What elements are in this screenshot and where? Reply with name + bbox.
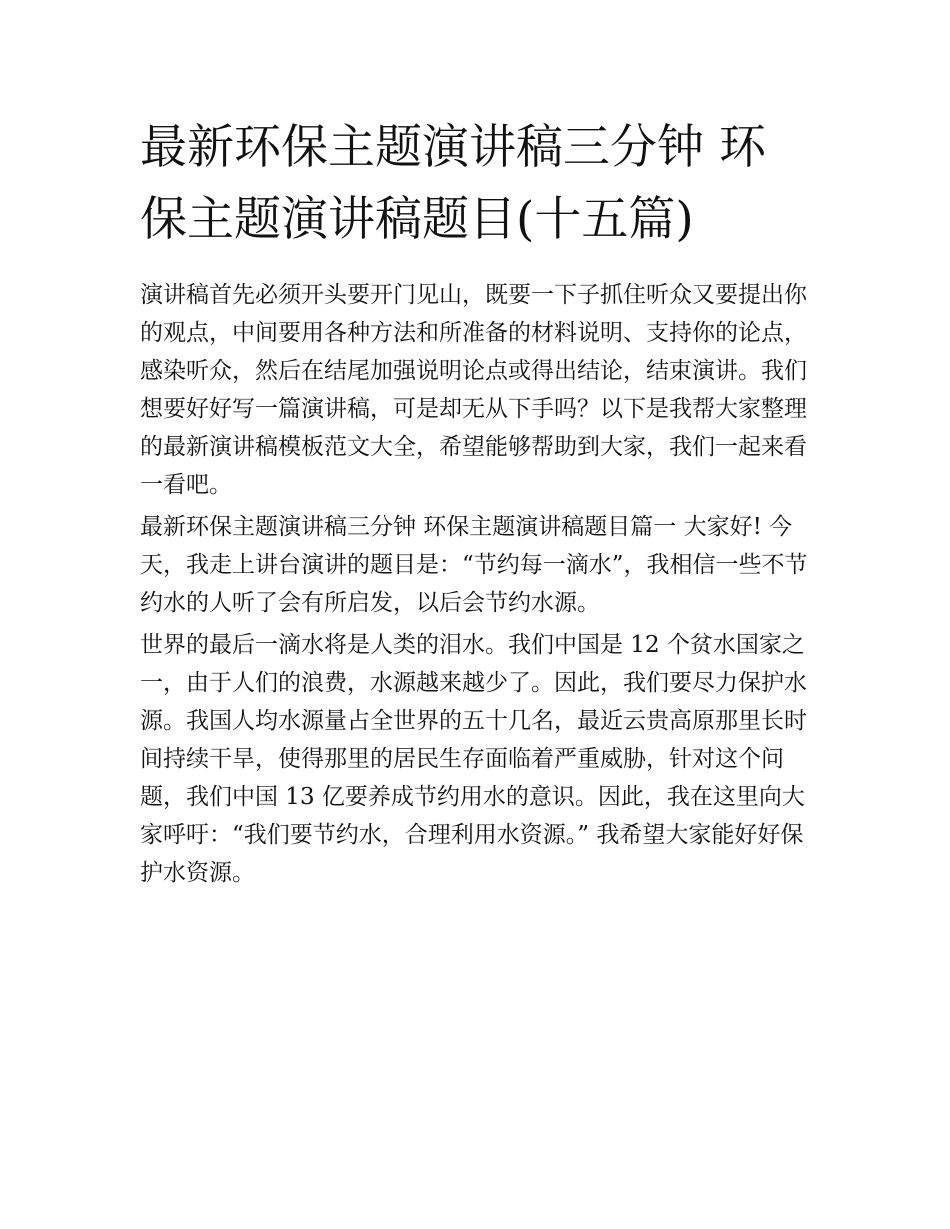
paragraph-speech-opening: 最新环保主题演讲稿三分钟 环保主题演讲稿题目篇一 大家好! 今天，我走上讲台演讲的题目是：“节约每一滴水”，我相信一些不节约水的人听了会有所启发，以后会节约水源。 (140, 514, 808, 616)
document-body (140, 112, 812, 892)
paragraph-speech-body: 世界的最后一滴水将是人类的泪水。我们中国是 12 个贫水国家之一，由于人们的浪费，水源越来越少了。因此，我们要尽力保护水源。我国人均水源量占全世界的五十几名，最近云贵高原那里长时间持续干旱，使得那里的居民生存面临着严重威胁，针对这个问题，我们中国 13 亿要养成节约用水的意识。因此，我在这里向大家呼吁：“我们要节约水，合理利用水资源。” 我希望大家能好好保护水资源。 (140, 632, 807, 886)
paragraph-intro: 演讲稿首先必须开头要开门见山，既要一下子抓住听众又要提出你的观点，中间要用各种方法和所准备的材料说明、支持你的论点，感染听众，然后在结尾加强说明论点或得出结论，结束演讲。我们想要好好写一篇演讲稿，可是却无从下手吗？以下是我帮大家整理的最新演讲稿模板范文大全，希望能够帮助到大家，我们一起来看一看吧。 (140, 282, 807, 498)
document-title: 最新环保主题演讲稿三分钟 环保主题演讲稿题目(十五篇) (140, 120, 766, 247)
